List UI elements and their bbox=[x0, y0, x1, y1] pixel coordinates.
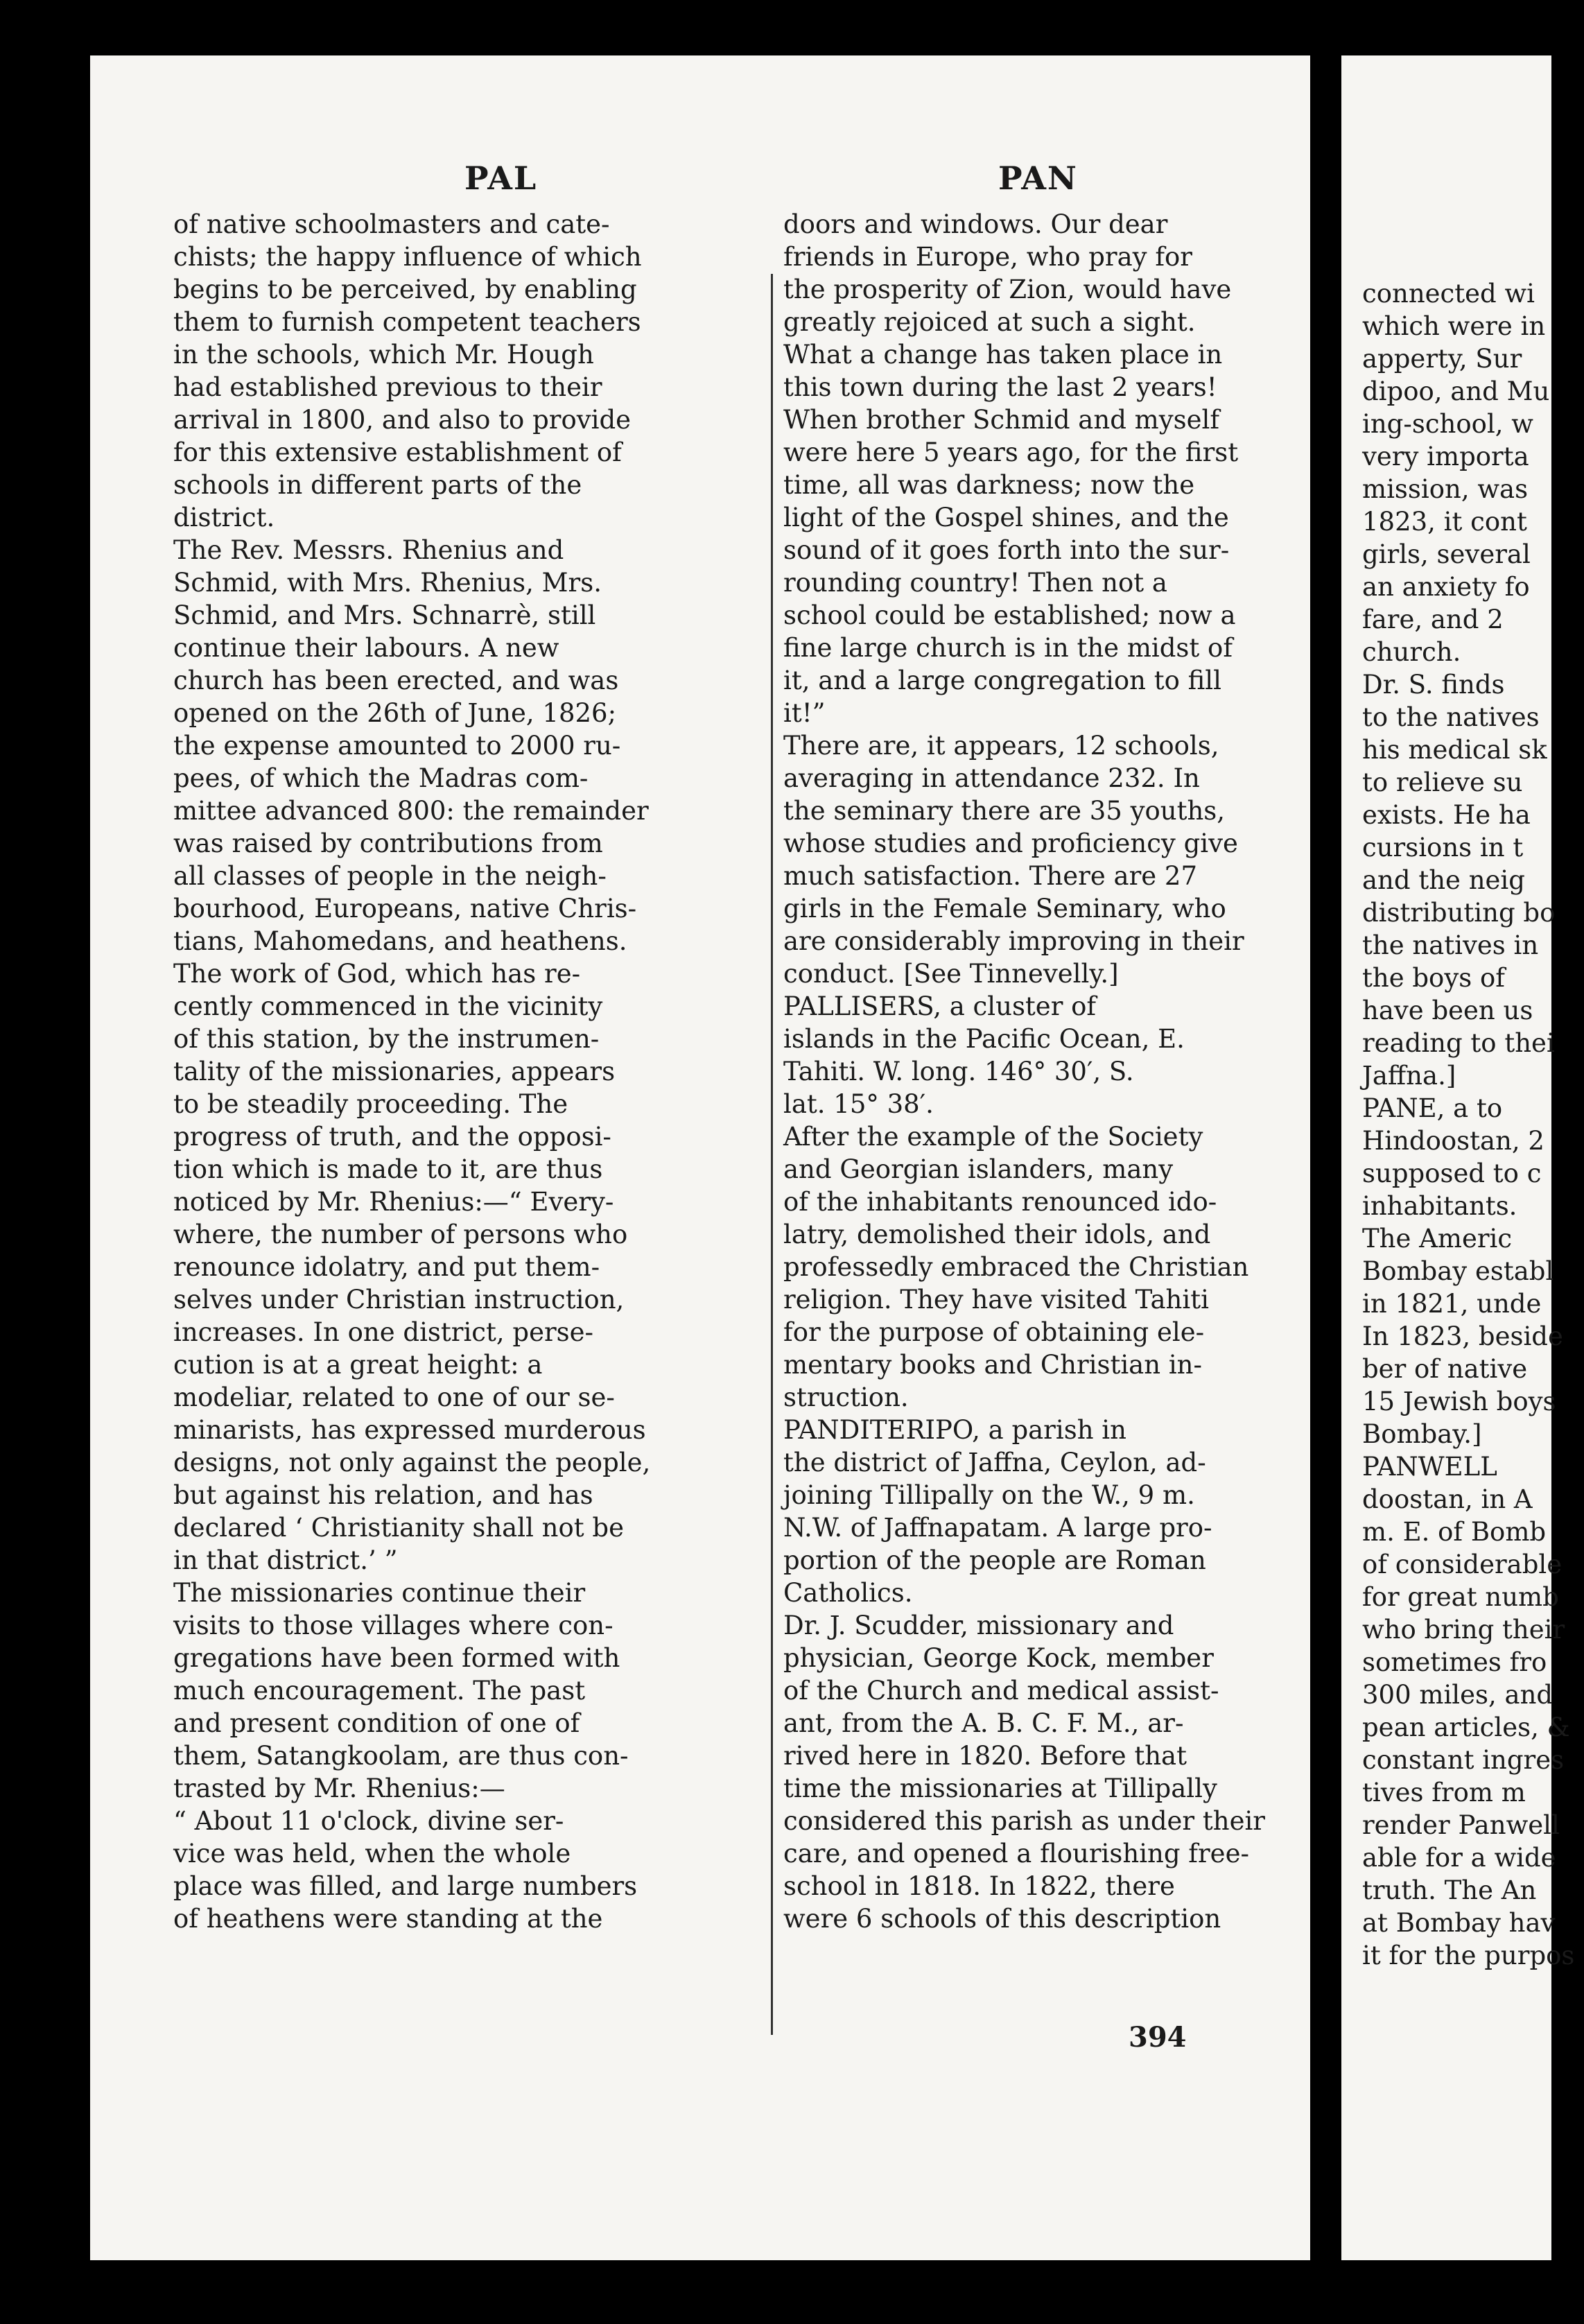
text-line: able for a wide bbox=[1362, 1843, 1556, 1873]
text-line: have been us bbox=[1362, 996, 1533, 1025]
text-line: who bring their bbox=[1362, 1615, 1565, 1645]
text-line: and the neig bbox=[1362, 865, 1525, 895]
text-line: pees, of which the Madras com- bbox=[173, 763, 589, 793]
text-line: are considerably improving in their bbox=[783, 926, 1244, 956]
text-line: and present condition of one of bbox=[173, 1708, 580, 1738]
text-line: religion. They have visited Tahiti bbox=[783, 1285, 1209, 1315]
text-line: the expense amounted to 2000 ru- bbox=[173, 731, 621, 761]
text-line: increases. In one district, perse- bbox=[173, 1317, 594, 1347]
text-line: vice was held, when the whole bbox=[173, 1839, 571, 1868]
text-line: greatly rejoiced at such a sight. bbox=[783, 307, 1196, 337]
text-line: 1823, it cont bbox=[1362, 507, 1527, 537]
text-line: whose studies and proficiency give bbox=[783, 829, 1238, 858]
text-line: render Panwell bbox=[1362, 1810, 1560, 1840]
text-line: tians, Mahomedans, and heathens. bbox=[173, 926, 627, 956]
text-line: district. bbox=[173, 503, 275, 532]
text-line: visits to those villages where con- bbox=[173, 1611, 613, 1640]
text-line: exists. He ha bbox=[1362, 800, 1531, 830]
text-line: this town during the last 2 years! bbox=[783, 372, 1217, 402]
text-line: Catholics. bbox=[783, 1578, 913, 1608]
text-line: gregations have been formed with bbox=[173, 1643, 620, 1673]
text-line: of this station, by the instrumen- bbox=[173, 1024, 600, 1054]
text-line: them, Satangkoolam, are thus con- bbox=[173, 1741, 629, 1771]
text-line: mission, was bbox=[1362, 474, 1529, 504]
text-line: much encouragement. The past bbox=[173, 1676, 586, 1706]
text-line: What a change has taken place in bbox=[783, 340, 1223, 370]
text-line: and Georgian islanders, many bbox=[783, 1154, 1174, 1184]
text-line: light of the Gospel shines, and the bbox=[783, 503, 1229, 532]
header-left: PAL bbox=[464, 159, 538, 197]
text-line: school could be established; now a bbox=[783, 600, 1236, 630]
text-line: school in 1818. In 1822, there bbox=[783, 1871, 1175, 1901]
text-line: the district of Jaffna, Ceylon, ad- bbox=[783, 1448, 1206, 1477]
text-line: but against his relation, and has bbox=[173, 1480, 593, 1510]
text-line: of native schoolmasters and cate- bbox=[173, 209, 610, 239]
text-line: the prosperity of Zion, would have bbox=[783, 275, 1232, 304]
text-line: Schmid, and Mrs. Schnarrè, still bbox=[173, 600, 596, 630]
text-line: mentary books and Christian in- bbox=[783, 1350, 1202, 1380]
text-line: lat. 15° 38′. bbox=[783, 1089, 934, 1119]
text-line: place was filled, and large numbers bbox=[173, 1871, 638, 1901]
text-line: to the natives bbox=[1362, 702, 1540, 732]
text-line: noticed by Mr. Rhenius:—“ Every- bbox=[173, 1187, 614, 1217]
text-line: tives from m bbox=[1362, 1778, 1526, 1807]
column-divider bbox=[771, 274, 773, 2035]
text-line: The Americ bbox=[1362, 1224, 1513, 1254]
text-line: of considerable bbox=[1362, 1550, 1563, 1579]
text-line: of the inhabitants renounced ido- bbox=[783, 1187, 1217, 1217]
text-line: dipoo, and Mu bbox=[1362, 376, 1550, 406]
text-line: rived here in 1820. Before that bbox=[783, 1741, 1187, 1771]
text-line: After the example of the Society bbox=[783, 1122, 1203, 1152]
text-line: it, and a large congregation to fill bbox=[783, 666, 1221, 695]
text-line: connected wi bbox=[1362, 279, 1535, 309]
text-line: apperty, Sur bbox=[1362, 344, 1522, 374]
text-line: sometimes fro bbox=[1362, 1647, 1547, 1677]
text-line: bourhood, Europeans, native Chris- bbox=[173, 894, 637, 923]
text-line: doostan, in A bbox=[1362, 1484, 1533, 1514]
text-line: considered this parish as under their bbox=[783, 1806, 1265, 1836]
text-line: PANWELL bbox=[1362, 1452, 1497, 1482]
text-line: modeliar, related to one of our se- bbox=[173, 1382, 615, 1412]
page-number: 394 bbox=[1129, 2021, 1187, 2054]
text-line: renounce idolatry, and put them- bbox=[173, 1252, 600, 1282]
text-line: at Bombay hav bbox=[1362, 1908, 1556, 1938]
text-line: friends in Europe, who pray for bbox=[783, 242, 1192, 272]
text-line: much satisfaction. There are 27 bbox=[783, 861, 1198, 891]
text-line: ber of native bbox=[1362, 1354, 1528, 1384]
text-line: reading to thei bbox=[1362, 1028, 1555, 1058]
text-line: of heathens were standing at the bbox=[173, 1904, 603, 1934]
text-line: chists; the happy influence of which bbox=[173, 242, 642, 272]
text-line: inhabitants. bbox=[1362, 1191, 1517, 1221]
text-line: it!” bbox=[783, 698, 826, 728]
text-line: it for the purpos bbox=[1362, 1941, 1575, 1970]
text-line: opened on the 26th of June, 1826; bbox=[173, 698, 617, 728]
text-line: had established previous to their bbox=[173, 372, 602, 402]
text-line: N.W. of Jaffnapatam. A large pro- bbox=[783, 1513, 1212, 1543]
text-line: arrival in 1800, and also to provide bbox=[173, 405, 632, 435]
text-line: sound of it goes forth into the sur- bbox=[783, 535, 1230, 565]
text-line: which were in bbox=[1362, 311, 1546, 341]
text-line: conduct. [See Tinnevelly.] bbox=[783, 959, 1119, 989]
column-adjacent-page bbox=[1362, 277, 1584, 1972]
text-line: trasted by Mr. Rhenius:— bbox=[173, 1774, 505, 1803]
text-line: m. E. of Bomb bbox=[1362, 1517, 1547, 1547]
text-line: PANE, a to bbox=[1362, 1093, 1503, 1123]
text-line: Schmid, with Mrs. Rhenius, Mrs. bbox=[173, 568, 602, 598]
text-line: to be steadily proceeding. The bbox=[173, 1089, 568, 1119]
text-line: mittee advanced 800: the remainder bbox=[173, 796, 649, 826]
text-line: joining Tillipally on the W., 9 m. bbox=[783, 1480, 1195, 1510]
text-line: the seminary there are 35 youths, bbox=[783, 796, 1226, 826]
text-line: rounding country! Then not a bbox=[783, 568, 1167, 598]
text-line: fine large church is in the midst of bbox=[783, 633, 1233, 663]
text-line: selves under Christian instruction, bbox=[173, 1285, 625, 1315]
text-line: ing-school, w bbox=[1362, 409, 1533, 439]
text-line: The missionaries continue their bbox=[173, 1578, 586, 1608]
text-line: professedly embraced the Christian bbox=[783, 1252, 1249, 1282]
text-line: “ About 11 o'clock, divine ser- bbox=[173, 1806, 564, 1836]
text-line: constant ingres bbox=[1362, 1745, 1565, 1775]
text-line: Tahiti. W. long. 146° 30′, S. bbox=[783, 1057, 1134, 1086]
text-line: church has been erected, and was bbox=[173, 666, 619, 695]
text-line: averaging in attendance 232. In bbox=[783, 763, 1200, 793]
text-line: for great numb bbox=[1362, 1582, 1559, 1612]
text-line: in the schools, which Mr. Hough bbox=[173, 340, 594, 370]
text-line: the natives in bbox=[1362, 930, 1539, 960]
text-line: cursions in t bbox=[1362, 833, 1524, 862]
text-line: care, and opened a flourishing free- bbox=[783, 1839, 1249, 1868]
text-line: schools in different parts of the bbox=[173, 470, 582, 500]
text-line: 300 miles, and bbox=[1362, 1680, 1553, 1710]
text-line: Dr. S. finds bbox=[1362, 670, 1505, 700]
text-line: continue their labours. A new bbox=[173, 633, 559, 663]
text-line: of the Church and medical assist- bbox=[783, 1676, 1219, 1706]
column-right bbox=[783, 208, 1310, 1935]
text-line: Bombay.] bbox=[1362, 1419, 1482, 1449]
text-line: tion which is made to it, are thus bbox=[173, 1154, 603, 1184]
text-line: pean articles, & bbox=[1362, 1712, 1570, 1742]
text-line: them to furnish competent teachers bbox=[173, 307, 641, 337]
text-line: in 1821, unde bbox=[1362, 1289, 1542, 1319]
text-line: all classes of people in the neigh- bbox=[173, 861, 607, 891]
text-line: minarists, has expressed murderous bbox=[173, 1415, 646, 1445]
text-line: When brother Schmid and myself bbox=[783, 405, 1220, 435]
text-line: fare, and 2 bbox=[1362, 605, 1504, 634]
text-line: were 6 schools of this description bbox=[783, 1904, 1221, 1934]
text-line: very importa bbox=[1362, 442, 1529, 471]
text-line: In 1823, beside bbox=[1362, 1321, 1563, 1351]
text-line: time, all was darkness; now the bbox=[783, 470, 1195, 500]
text-line: girls, several bbox=[1362, 539, 1531, 569]
text-line: time the missionaries at Tillipally bbox=[783, 1774, 1217, 1803]
text-line: 15 Jewish boys bbox=[1362, 1387, 1556, 1416]
text-line: his medical sk bbox=[1362, 735, 1547, 765]
text-line: islands in the Pacific Ocean, E. bbox=[783, 1024, 1185, 1054]
text-line: progress of truth, and the opposi- bbox=[173, 1122, 611, 1152]
text-line: for the purpose of obtaining ele- bbox=[783, 1317, 1205, 1347]
text-line: designs, not only against the people, bbox=[173, 1448, 651, 1477]
text-line: portion of the people are Roman bbox=[783, 1545, 1206, 1575]
text-line: truth. The An bbox=[1362, 1875, 1537, 1905]
text-line: PANDITERIPO, a parish in bbox=[783, 1415, 1126, 1445]
text-line: in that district.’ ” bbox=[173, 1545, 398, 1575]
text-line: tality of the missionaries, appears bbox=[173, 1057, 616, 1086]
text-line: PALLISERS, a cluster of bbox=[783, 991, 1097, 1021]
text-line: Bombay establ bbox=[1362, 1256, 1554, 1286]
text-line: Hindoostan, 2 bbox=[1362, 1126, 1544, 1156]
text-line: Jaffna.] bbox=[1362, 1061, 1456, 1091]
text-line: ant, from the A. B. C. F. M., ar- bbox=[783, 1708, 1184, 1738]
column-left bbox=[173, 208, 769, 1935]
text-line: declared ‘ Christianity shall not be bbox=[173, 1513, 624, 1543]
text-line: There are, it appears, 12 schools, bbox=[783, 731, 1219, 761]
text-line: for this extensive establishment of bbox=[173, 437, 622, 467]
text-line: cution is at a great height: a bbox=[173, 1350, 543, 1380]
text-line: latry, demolished their idols, and bbox=[783, 1220, 1211, 1249]
text-line: were here 5 years ago, for the first bbox=[783, 437, 1239, 467]
text-line: distributing bo bbox=[1362, 898, 1556, 928]
text-line: doors and windows. Our dear bbox=[783, 209, 1168, 239]
text-line: cently commenced in the vicinity bbox=[173, 991, 603, 1021]
text-line: begins to be perceived, by enabling bbox=[173, 275, 637, 304]
text-line: where, the number of persons who bbox=[173, 1220, 628, 1249]
text-line: an anxiety fo bbox=[1362, 572, 1530, 602]
text-line: supposed to c bbox=[1362, 1159, 1542, 1188]
text-line: to relieve su bbox=[1362, 768, 1523, 797]
header-right: PAN bbox=[998, 159, 1078, 197]
text-line: The Rev. Messrs. Rhenius and bbox=[173, 535, 564, 565]
text-line: church. bbox=[1362, 637, 1461, 667]
text-line: girls in the Female Seminary, who bbox=[783, 894, 1226, 923]
text-line: physician, George Kock, member bbox=[783, 1643, 1214, 1673]
text-line: The work of God, which has re- bbox=[173, 959, 581, 989]
text-line: Dr. J. Scudder, missionary and bbox=[783, 1611, 1174, 1640]
text-line: the boys of bbox=[1362, 963, 1505, 993]
text-line: struction. bbox=[783, 1382, 909, 1412]
text-line: was raised by contributions from bbox=[173, 829, 603, 858]
